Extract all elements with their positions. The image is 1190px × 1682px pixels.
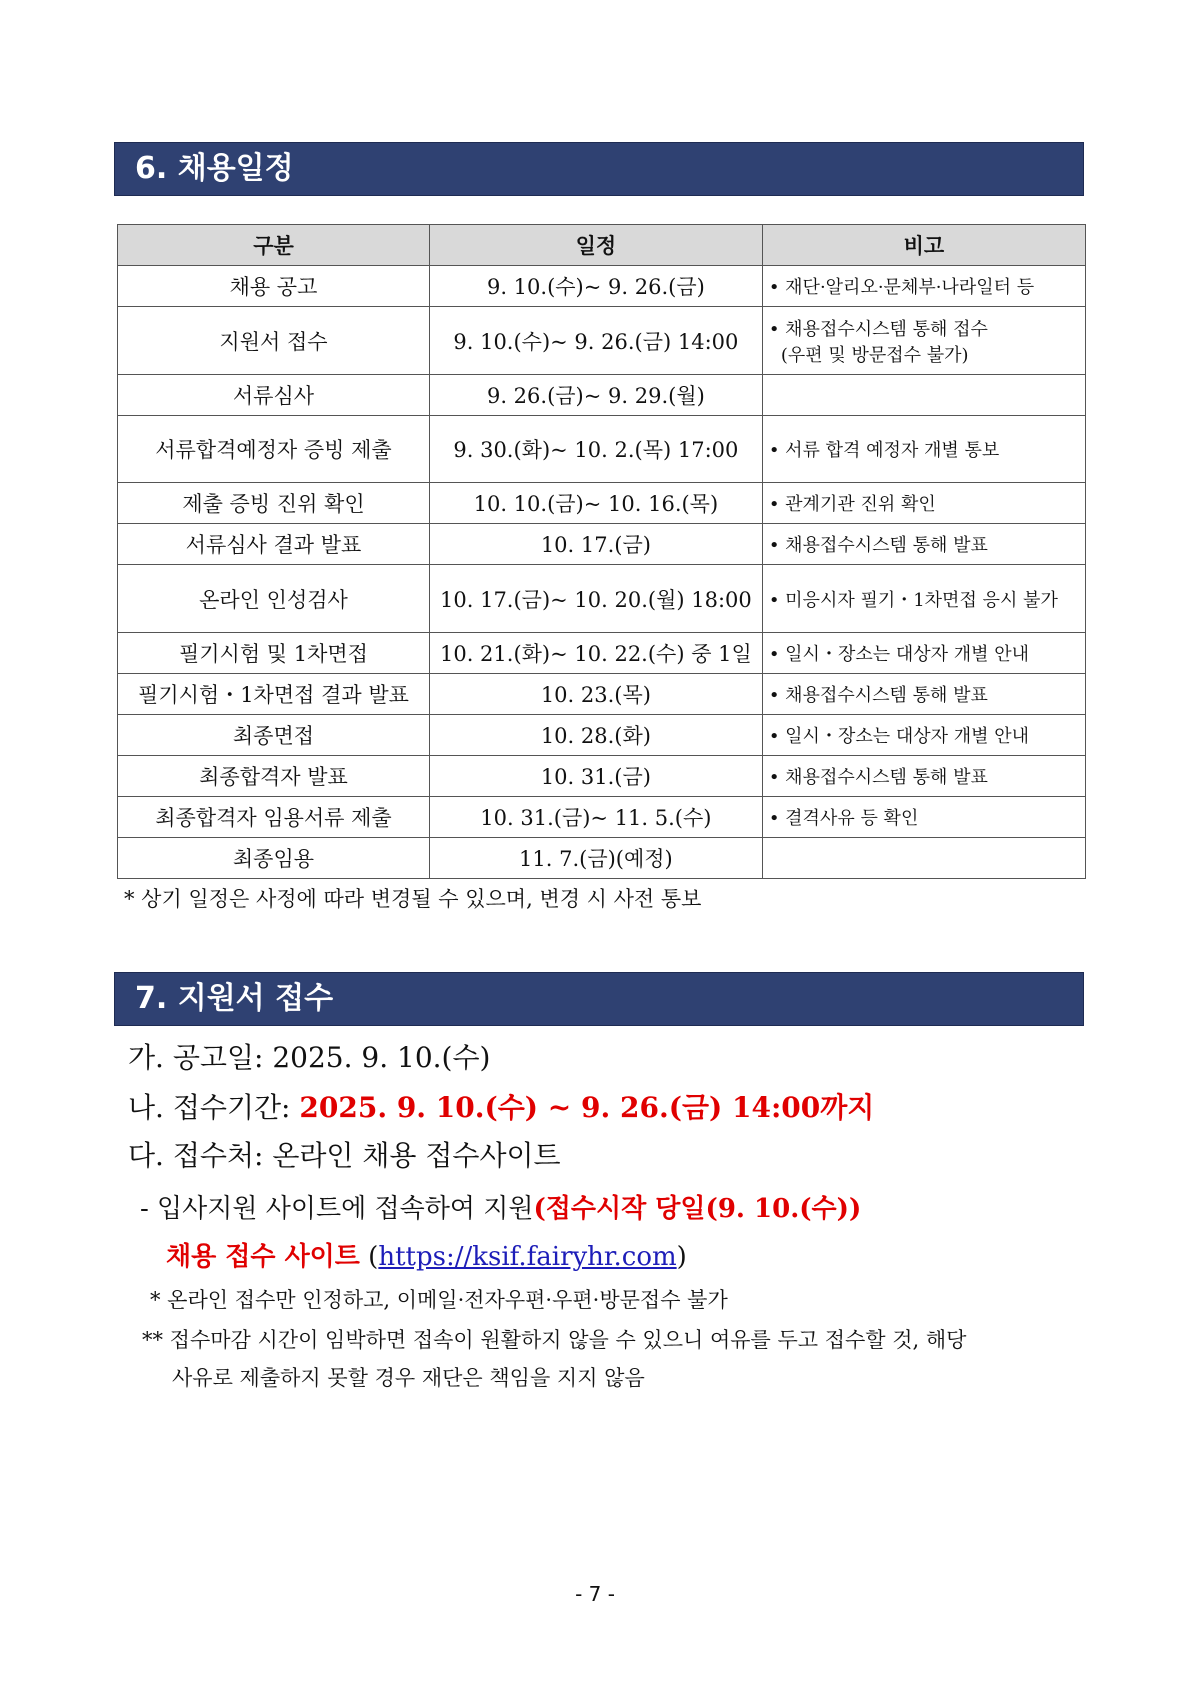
row-note — [762, 565, 1085, 633]
row-note — [762, 838, 1085, 879]
row-item: 최종임용 — [118, 838, 430, 879]
application-place-line: 다. 접수처: 온라인 채용 접수사이트 — [128, 1139, 561, 1172]
row-schedule: 10. 31.(금)~ 11. 5.(수) — [429, 797, 762, 838]
row-schedule: 9. 10.(수)~ 9. 26.(금) — [429, 266, 762, 307]
row-note — [762, 483, 1085, 524]
row-schedule: 10. 17.(금)~ 10. 20.(월) 18:00 — [429, 565, 762, 633]
row-note-text: • 채용접수시스템 통해 발표 — [768, 685, 988, 706]
table-row — [118, 524, 1086, 565]
section-6-header — [114, 142, 1084, 196]
row-note — [762, 797, 1085, 838]
row-schedule: 11. 7.(금)(예정) — [429, 838, 762, 879]
row-note — [762, 756, 1085, 797]
row-schedule: 10. 23.(목) — [429, 674, 762, 715]
row-note — [762, 266, 1085, 307]
table-row — [118, 266, 1086, 307]
row-note — [762, 307, 1085, 375]
site-close-paren: ) — [676, 1242, 687, 1272]
table-row — [118, 416, 1086, 483]
row-note-sub: (우편 및 방문접수 불가) — [780, 344, 969, 366]
row-note — [762, 715, 1085, 756]
row-schedule: 9. 26.(금)~ 9. 29.(월) — [429, 375, 762, 416]
row-note-text: • 채용접수시스템 통해 발표 — [768, 767, 988, 788]
row-item: 서류심사 결과 발표 — [118, 524, 430, 565]
announcement-date-line: 가. 공고일: 2025. 9. 10.(수) — [128, 1041, 491, 1074]
table-row — [118, 715, 1086, 756]
application-period-value: 2025. 9. 10.(수) ~ 9. 26.(금) 14:00까지 — [299, 1091, 875, 1124]
site-line — [166, 1236, 687, 1273]
application-instruction — [140, 1188, 861, 1225]
application-period-line — [128, 1086, 874, 1126]
instruction-highlight: (접수시작 당일(9. 10.(수)) — [533, 1194, 862, 1224]
row-item: 제출 증빙 진위 확인 — [118, 483, 430, 524]
table-row — [118, 483, 1086, 524]
table-row — [118, 756, 1086, 797]
row-schedule: 10. 28.(화) — [429, 715, 762, 756]
row-item: 최종합격자 발표 — [118, 756, 430, 797]
row-item: 온라인 인성검사 — [118, 565, 430, 633]
row-note-text: • 서류 합격 예정자 개별 통보 — [768, 440, 1000, 461]
instruction-text: - 입사지원 사이트에 접속하여 지원 — [140, 1194, 534, 1224]
table-header-row — [118, 225, 1086, 266]
row-item: 채용 공고 — [118, 266, 430, 307]
site-open-paren: ( — [359, 1242, 379, 1272]
row-schedule: 10. 10.(금)~ 10. 16.(목) — [429, 483, 762, 524]
row-note-text: • 채용접수시스템 통해 발표 — [768, 535, 988, 556]
table-row — [118, 838, 1086, 879]
section-7-header — [114, 972, 1084, 1026]
row-item: 최종합격자 임용서류 제출 — [118, 797, 430, 838]
table-row — [118, 565, 1086, 633]
row-note — [762, 674, 1085, 715]
section-7-title: 7. 지원서 접수 — [135, 981, 334, 1016]
table-row — [118, 375, 1086, 416]
row-schedule: 10. 31.(금) — [429, 756, 762, 797]
row-note — [762, 416, 1085, 483]
row-item: 서류합격예정자 증빙 제출 — [118, 416, 430, 483]
site-link[interactable]: https://ksif.fairyhr.com — [378, 1242, 677, 1272]
row-item: 필기시험・1차면접 결과 발표 — [118, 674, 430, 715]
deadline-note-line2: 사유로 제출하지 못할 경우 재단은 책임을 지지 않음 — [172, 1366, 645, 1390]
table-row — [118, 797, 1086, 838]
row-note-text: • 재단·알리오·문체부·나라일터 등 — [768, 277, 1035, 298]
row-item: 지원서 접수 — [118, 307, 430, 375]
header-schedule: 일정 — [429, 225, 762, 266]
row-schedule: 10. 17.(금) — [429, 524, 762, 565]
recruitment-schedule-table — [117, 224, 1086, 879]
online-only-note: * 온라인 접수만 인정하고, 이메일·전자우편·우편·방문접수 불가 — [150, 1288, 728, 1312]
page-number: - 7 - — [575, 1582, 615, 1606]
row-note-text: • 관계기관 진위 확인 — [768, 494, 936, 515]
row-note — [762, 633, 1085, 674]
row-note — [762, 524, 1085, 565]
row-note-text: • 일시・장소는 대상자 개별 안내 — [768, 644, 1029, 665]
site-label: 채용 접수 사이트 — [166, 1242, 360, 1272]
row-schedule: 9. 30.(화)~ 10. 2.(목) 17:00 — [429, 416, 762, 483]
row-schedule: 10. 21.(화)~ 10. 22.(수) 중 1일 — [429, 633, 762, 674]
row-item: 필기시험 및 1차면접 — [118, 633, 430, 674]
row-note — [762, 375, 1085, 416]
row-note-text: • 채용접수시스템 통해 접수 — [768, 318, 988, 340]
deadline-note-line1: ** 접수마감 시간이 임박하면 접속이 원활하지 않을 수 있으니 여유를 두고 접수할 것, 해당 — [142, 1328, 967, 1352]
table-footnote: * 상기 일정은 사정에 따라 변경될 수 있으며, 변경 시 사전 통보 — [124, 887, 702, 911]
section-6-title: 6. 채용일정 — [135, 151, 294, 186]
table-row — [118, 633, 1086, 674]
row-note-text: • 미응시자 필기・1차면접 응시 불가 — [768, 589, 1058, 611]
row-note-text: • 결격사유 등 확인 — [768, 808, 919, 829]
row-note-text: • 일시・장소는 대상자 개별 안내 — [768, 726, 1029, 747]
table-row — [118, 674, 1086, 715]
row-item: 최종면접 — [118, 715, 430, 756]
header-remarks: 비고 — [762, 225, 1085, 266]
row-schedule: 9. 10.(수)~ 9. 26.(금) 14:00 — [429, 307, 762, 375]
row-item: 서류심사 — [118, 375, 430, 416]
header-category: 구분 — [118, 225, 430, 266]
application-period-label: 나. 접수기간: — [128, 1091, 300, 1124]
table-row — [118, 307, 1086, 375]
